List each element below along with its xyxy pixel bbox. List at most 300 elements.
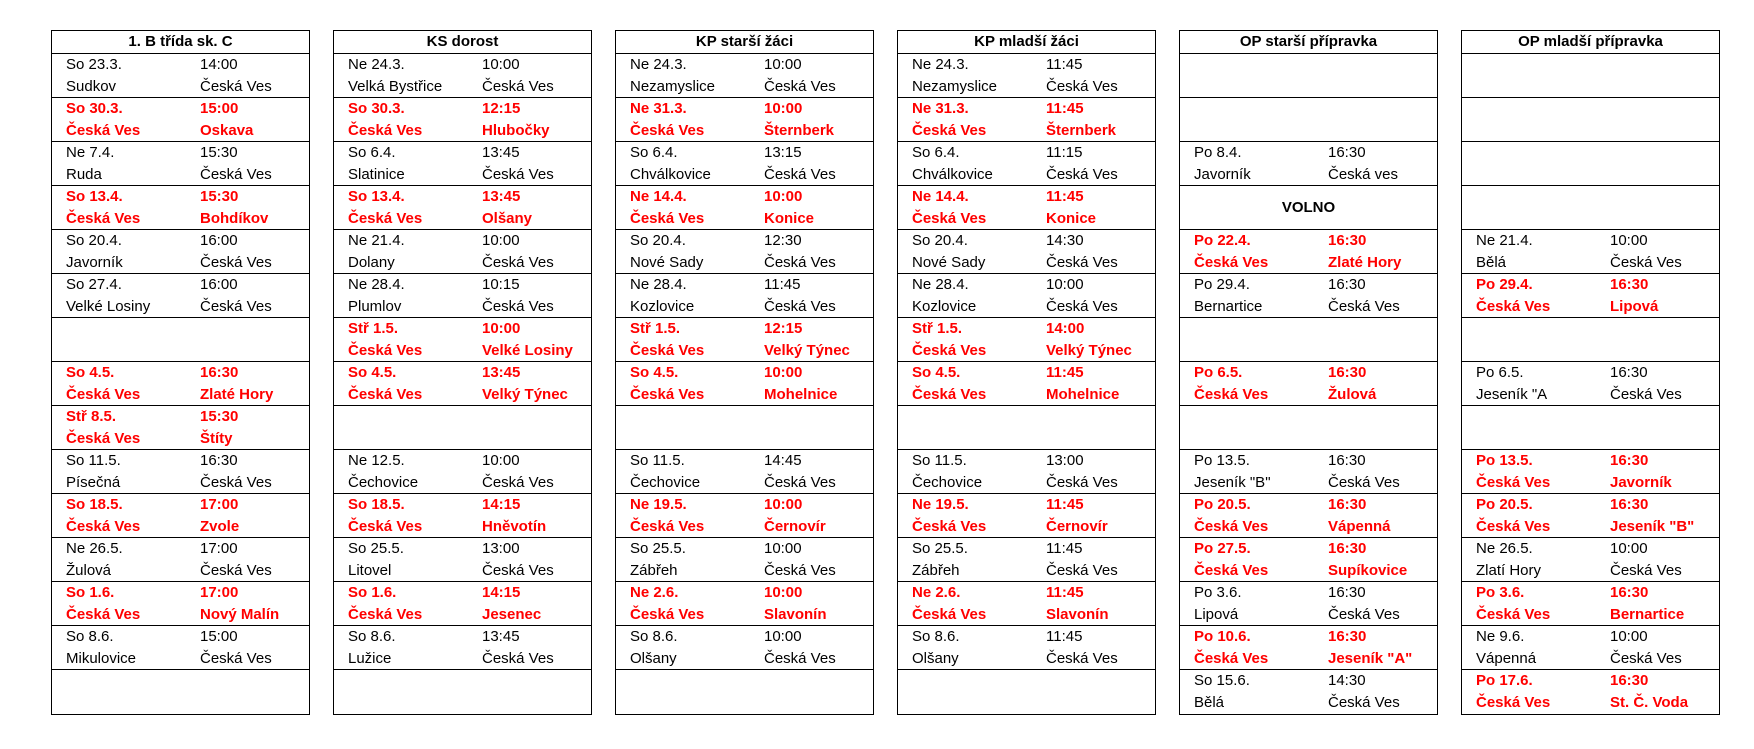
match-cell	[616, 494, 873, 538]
match-line-top	[1180, 142, 1437, 164]
match-date: Stř 1.5.	[348, 320, 399, 337]
team-home: Litovel	[348, 562, 392, 579]
team-home: Nezamyslice	[912, 78, 998, 95]
match-line-bottom	[52, 428, 309, 450]
match-line-top	[1462, 98, 1719, 120]
match-line-bottom	[616, 164, 873, 186]
match-time: 17:00	[200, 540, 238, 557]
match-cell	[52, 626, 309, 670]
match-time: 10:00	[764, 584, 803, 601]
match-line-bottom	[52, 76, 309, 98]
team-home: Chválkovice	[630, 166, 711, 183]
match-line-bottom	[1180, 692, 1437, 714]
team-away: Česká Ves	[764, 298, 836, 315]
match-line-top	[616, 494, 873, 516]
match-line-top	[1180, 54, 1437, 76]
team-home: Česká Ves	[348, 342, 423, 359]
match-cell	[1462, 274, 1719, 318]
schedule-table	[333, 30, 592, 715]
team-away: Černovír	[1046, 518, 1108, 535]
match-time: 10:00	[482, 452, 520, 469]
match-time: 12:15	[764, 320, 803, 337]
team-home: Česká Ves	[630, 518, 705, 535]
match-time	[200, 670, 309, 692]
match-line-bottom	[1462, 252, 1719, 274]
match-line-top	[898, 626, 1155, 648]
match-time: 13:45	[482, 628, 520, 645]
team-home: Česká Ves	[66, 518, 141, 535]
table-title: OP starší přípravka	[1180, 31, 1437, 54]
match-cell	[1462, 494, 1719, 538]
team-away: Česká Ves	[1046, 298, 1118, 315]
match-date: So 6.4.	[348, 144, 396, 161]
team-away	[1046, 428, 1155, 450]
team-home: Česká Ves	[912, 342, 987, 359]
match-time	[1610, 406, 1719, 428]
match-time: 14:30	[1046, 232, 1084, 249]
match-line-bottom	[52, 208, 309, 230]
match-cell	[334, 54, 591, 98]
match-line-bottom	[1462, 208, 1719, 230]
match-cell	[616, 142, 873, 186]
match-line-bottom	[1462, 472, 1719, 494]
match-line-bottom	[52, 516, 309, 538]
match-line-top	[334, 318, 591, 340]
match-line-bottom	[334, 560, 591, 582]
match-line-top	[898, 230, 1155, 252]
match-line-top	[898, 362, 1155, 384]
team-home: Česká Ves	[1476, 474, 1551, 491]
team-away: Česká Ves	[482, 474, 554, 491]
match-cell	[334, 318, 591, 362]
match-line-bottom	[1462, 560, 1719, 582]
match-line-bottom	[616, 560, 873, 582]
match-cell	[52, 54, 309, 98]
match-cell	[1462, 54, 1719, 98]
match-line-top	[1180, 230, 1437, 252]
team-away: Žulová	[1328, 386, 1377, 403]
match-line-bottom	[334, 692, 591, 714]
team-home: Čechovice	[348, 474, 419, 491]
team-home: Dolany	[348, 254, 395, 271]
match-line-top	[334, 450, 591, 472]
match-time: 11:15	[1046, 144, 1083, 161]
team-home	[1180, 120, 1328, 142]
team-away: Česká Ves	[1610, 650, 1682, 667]
match-date: Po 27.5.	[1194, 540, 1251, 557]
team-away: Slavonín	[764, 606, 827, 623]
match-time: 13:45	[482, 364, 521, 381]
match-line-top	[52, 230, 309, 252]
match-date	[334, 670, 482, 692]
match-line-bottom	[1462, 692, 1719, 714]
match-line-top	[616, 142, 873, 164]
team-away: Česká Ves	[1046, 562, 1118, 579]
match-date: Po 20.5.	[1194, 496, 1251, 513]
match-line-top	[898, 318, 1155, 340]
team-home	[52, 340, 200, 362]
match-date: Stř 1.5.	[630, 320, 681, 337]
match-date: So 1.6.	[66, 584, 115, 601]
match-time: 16:00	[200, 276, 238, 293]
match-cell	[898, 406, 1155, 450]
match-line-bottom	[898, 384, 1155, 406]
match-time: 16:30	[1610, 584, 1649, 601]
match-cell	[616, 362, 873, 406]
match-time	[1610, 318, 1719, 340]
match-cell	[898, 626, 1155, 670]
match-date: Po 13.5.	[1476, 452, 1533, 469]
match-cell	[1462, 538, 1719, 582]
match-cell	[898, 362, 1155, 406]
team-home: Nezamyslice	[630, 78, 716, 95]
match-date: So 27.4.	[66, 276, 122, 293]
match-time: 16:30	[1610, 496, 1649, 513]
team-away: Česká Ves	[764, 78, 836, 95]
match-line-top	[616, 582, 873, 604]
match-line-bottom	[1462, 428, 1719, 450]
match-line-bottom	[1180, 560, 1437, 582]
team-away: Šternberk	[764, 122, 835, 139]
match-line-bottom	[616, 648, 873, 670]
match-line-bottom	[898, 340, 1155, 362]
team-home	[1180, 428, 1328, 450]
match-date: Ne 21.4.	[348, 232, 405, 249]
match-time: 10:00	[764, 364, 803, 381]
match-line-bottom	[898, 472, 1155, 494]
match-line-bottom	[616, 340, 873, 362]
match-date: Po 20.5.	[1476, 496, 1533, 513]
match-line-bottom	[616, 296, 873, 318]
match-line-bottom	[334, 296, 591, 318]
team-home: Česká Ves	[912, 386, 987, 403]
team-home: Česká Ves	[912, 606, 987, 623]
team-away: Česká Ves	[200, 562, 272, 579]
match-line-bottom	[334, 648, 591, 670]
match-time: 10:00	[1046, 276, 1084, 293]
team-away: Česká Ves	[764, 254, 836, 271]
team-away: Česká Ves	[764, 562, 836, 579]
match-date	[52, 318, 200, 340]
match-date: So 4.5.	[912, 364, 961, 381]
match-line-bottom	[334, 340, 591, 362]
match-date	[898, 670, 1046, 692]
match-time	[482, 406, 591, 428]
match-date: Po 17.6.	[1476, 672, 1533, 689]
match-note: VOLNO	[1281, 199, 1336, 216]
match-cell	[1180, 538, 1437, 582]
table-title: OP mladší přípravka	[1462, 31, 1719, 54]
match-time: 16:30	[1328, 364, 1367, 381]
team-home	[1462, 120, 1610, 142]
team-home: Česká Ves	[1476, 518, 1551, 535]
match-line-top	[334, 230, 591, 252]
match-cell	[52, 582, 309, 626]
match-time: 16:30	[1328, 540, 1367, 557]
match-cell	[1180, 142, 1437, 186]
match-date	[334, 406, 482, 428]
match-line-bottom	[334, 208, 591, 230]
match-date	[1180, 98, 1328, 120]
match-cell	[1462, 362, 1719, 406]
match-line-bottom	[52, 648, 309, 670]
match-line-top	[1462, 230, 1719, 252]
team-away: Česká Ves	[1046, 166, 1118, 183]
match-time	[1046, 670, 1155, 692]
match-line-top	[1462, 142, 1719, 164]
team-away: Česká Ves	[1046, 78, 1118, 95]
match-date: Po 29.4.	[1476, 276, 1533, 293]
match-time: 17:00	[200, 584, 239, 601]
match-cell	[616, 274, 873, 318]
team-home: Česká Ves	[348, 210, 423, 227]
team-home: Bělá	[1194, 694, 1225, 711]
team-home: Česká Ves	[66, 210, 141, 227]
match-time: 16:30	[200, 452, 238, 469]
match-line-bottom	[1462, 648, 1719, 670]
match-line-bottom	[616, 516, 873, 538]
match-line-bottom	[616, 428, 873, 450]
match-cell	[898, 142, 1155, 186]
match-date: Po 8.4.	[1194, 144, 1242, 161]
match-time	[1046, 406, 1155, 428]
match-time: 15:30	[200, 188, 239, 205]
match-time: 16:30	[1328, 496, 1367, 513]
match-line-bottom	[52, 384, 309, 406]
match-cell	[334, 670, 591, 714]
match-time: 10:15	[482, 276, 520, 293]
match-line-top	[1180, 98, 1437, 120]
match-time: 13:45	[482, 188, 521, 205]
match-line-bottom	[616, 120, 873, 142]
match-line-top	[1462, 450, 1719, 472]
team-home: Česká Ves	[1194, 386, 1269, 403]
match-line-top	[52, 186, 309, 208]
match-cell	[1180, 274, 1437, 318]
team-home: Česká Ves	[630, 342, 705, 359]
schedule-table	[1179, 30, 1438, 715]
match-line-bottom	[52, 604, 309, 626]
match-line-top	[1462, 582, 1719, 604]
match-date: Po 3.6.	[1476, 584, 1525, 601]
match-line-top	[1180, 494, 1437, 516]
team-home: Čechovice	[912, 474, 983, 491]
team-away: Nový Malín	[200, 606, 280, 623]
team-away: Česká Ves	[1046, 474, 1118, 491]
match-cell	[334, 274, 591, 318]
team-away: Zlaté Hory	[200, 386, 274, 403]
team-away: Česká Ves	[482, 166, 554, 183]
match-time	[1610, 98, 1719, 120]
match-cell	[898, 186, 1155, 230]
match-time	[1328, 98, 1437, 120]
match-line-top	[1180, 274, 1437, 296]
match-date: So 25.5.	[348, 540, 404, 557]
match-line-top	[898, 142, 1155, 164]
team-away: Česká Ves	[1046, 650, 1118, 667]
match-line-top	[898, 54, 1155, 76]
team-away: Javorník	[1610, 474, 1672, 491]
match-time: 13:00	[1046, 452, 1084, 469]
match-line-top	[52, 274, 309, 296]
team-away: Konice	[1046, 210, 1097, 227]
team-away: Česká Ves	[200, 298, 272, 315]
match-line-top	[1462, 626, 1719, 648]
match-date	[1462, 54, 1610, 76]
match-line-top	[616, 318, 873, 340]
team-home: Bernartice	[1194, 298, 1263, 315]
match-date: Ne 19.5.	[630, 496, 687, 513]
team-away: St. Č. Voda	[1610, 694, 1689, 711]
match-date: So 30.3.	[66, 100, 123, 117]
match-line-bottom	[616, 252, 873, 274]
team-home	[1462, 340, 1610, 362]
match-line-bottom	[616, 604, 873, 626]
match-cell	[1462, 186, 1719, 230]
match-date: So 11.5.	[630, 452, 685, 469]
team-home: Česká Ves	[1194, 650, 1269, 667]
match-time: 16:30	[1610, 364, 1648, 381]
team-home: Nové Sady	[912, 254, 986, 271]
team-home: Vápenná	[1476, 650, 1537, 667]
match-cell	[616, 406, 873, 450]
match-date: Ne 19.5.	[912, 496, 969, 513]
team-home: Javorník	[1194, 166, 1251, 183]
team-home: Lipová	[1194, 606, 1239, 623]
match-cell	[898, 274, 1155, 318]
match-time: 16:30	[200, 364, 239, 381]
team-home: Velká Bystřice	[348, 78, 443, 95]
team-home: Velké Losiny	[66, 298, 151, 315]
match-line-bottom	[616, 384, 873, 406]
match-cell	[52, 538, 309, 582]
team-home: Nové Sady	[630, 254, 704, 271]
match-time: 15:30	[200, 408, 239, 425]
team-home: Česká Ves	[630, 122, 705, 139]
match-line-bottom	[1462, 296, 1719, 318]
match-time: 14:00	[1046, 320, 1085, 337]
match-line-top	[1180, 582, 1437, 604]
match-time: 10:00	[1610, 232, 1648, 249]
match-cell	[52, 494, 309, 538]
table-title: KP starší žáci	[616, 31, 873, 54]
team-away: Česká Ves	[1046, 254, 1118, 271]
match-line-bottom	[52, 472, 309, 494]
match-cell	[1180, 670, 1437, 714]
match-cell	[898, 494, 1155, 538]
match-line-bottom	[1180, 648, 1437, 670]
match-line-bottom	[898, 516, 1155, 538]
team-away: Štíty	[200, 430, 233, 447]
match-line-top	[898, 98, 1155, 120]
match-time: 14:45	[764, 452, 802, 469]
match-line-top	[616, 274, 873, 296]
match-line-top	[52, 318, 309, 340]
team-away: Česká Ves	[482, 254, 554, 271]
team-home	[616, 428, 764, 450]
match-line-top	[334, 186, 591, 208]
match-cell	[616, 54, 873, 98]
match-cell	[1462, 582, 1719, 626]
match-cell	[52, 98, 309, 142]
match-date: So 25.5.	[912, 540, 968, 557]
match-line-top	[52, 98, 309, 120]
match-time: 16:30	[1328, 452, 1366, 469]
match-line-top	[1462, 186, 1719, 208]
team-away: Česká Ves	[200, 254, 272, 271]
team-home: Česká Ves	[348, 122, 423, 139]
team-away: Česká Ves	[1328, 694, 1400, 711]
match-date	[52, 670, 200, 692]
match-date: Ne 31.3.	[630, 100, 687, 117]
team-away: Česká Ves	[1328, 474, 1400, 491]
match-date: Po 13.5.	[1194, 452, 1250, 469]
team-away	[1610, 76, 1719, 98]
match-cell	[898, 538, 1155, 582]
match-line-top	[616, 186, 873, 208]
match-time: 10:00	[764, 188, 803, 205]
match-line-top	[616, 362, 873, 384]
match-line-bottom	[334, 76, 591, 98]
match-cell	[1180, 450, 1437, 494]
team-away	[1610, 340, 1719, 362]
match-line-top	[334, 670, 591, 692]
match-time: 14:00	[200, 56, 238, 73]
team-away: Zlaté Hory	[1328, 254, 1402, 271]
match-date: So 1.6.	[348, 584, 397, 601]
team-home: Česká Ves	[66, 122, 141, 139]
match-date: So 8.6.	[66, 628, 114, 645]
match-line-top	[1180, 626, 1437, 648]
match-line-top	[1462, 274, 1719, 296]
match-line-top	[898, 450, 1155, 472]
team-away: Mohelnice	[1046, 386, 1120, 403]
match-time: 16:30	[1328, 276, 1366, 293]
match-cell	[898, 98, 1155, 142]
team-away: Jeseník "A"	[1328, 650, 1413, 667]
match-date: Ne 31.3.	[912, 100, 969, 117]
team-away	[1328, 428, 1437, 450]
match-date: Ne 14.4.	[630, 188, 687, 205]
match-cell	[52, 450, 309, 494]
team-home: Česká Ves	[630, 386, 705, 403]
team-away: Bernartice	[1610, 606, 1685, 623]
team-away: Česká Ves	[482, 562, 554, 579]
team-home: Lužice	[348, 650, 392, 667]
team-home: Česká Ves	[66, 430, 141, 447]
team-home: Jeseník "A	[1476, 386, 1548, 403]
match-date: Ne 2.6.	[912, 584, 961, 601]
match-cell	[52, 318, 309, 362]
match-date	[1462, 318, 1610, 340]
match-date: So 11.5.	[66, 452, 121, 469]
team-away: Slavonín	[1046, 606, 1109, 623]
match-time: 16:30	[1328, 628, 1367, 645]
match-line-top	[1180, 406, 1437, 428]
team-home	[898, 428, 1046, 450]
match-line-top	[334, 582, 591, 604]
match-cell	[334, 98, 591, 142]
match-line-bottom	[1180, 384, 1437, 406]
match-line-bottom	[1462, 164, 1719, 186]
match-time: 16:30	[1328, 144, 1366, 161]
match-cell	[1462, 670, 1719, 714]
match-cell	[52, 670, 309, 714]
match-time: 10:00	[764, 628, 802, 645]
match-date: Ne 24.3.	[912, 56, 969, 73]
match-time: 10:00	[764, 100, 803, 117]
match-time: 15:00	[200, 100, 239, 117]
